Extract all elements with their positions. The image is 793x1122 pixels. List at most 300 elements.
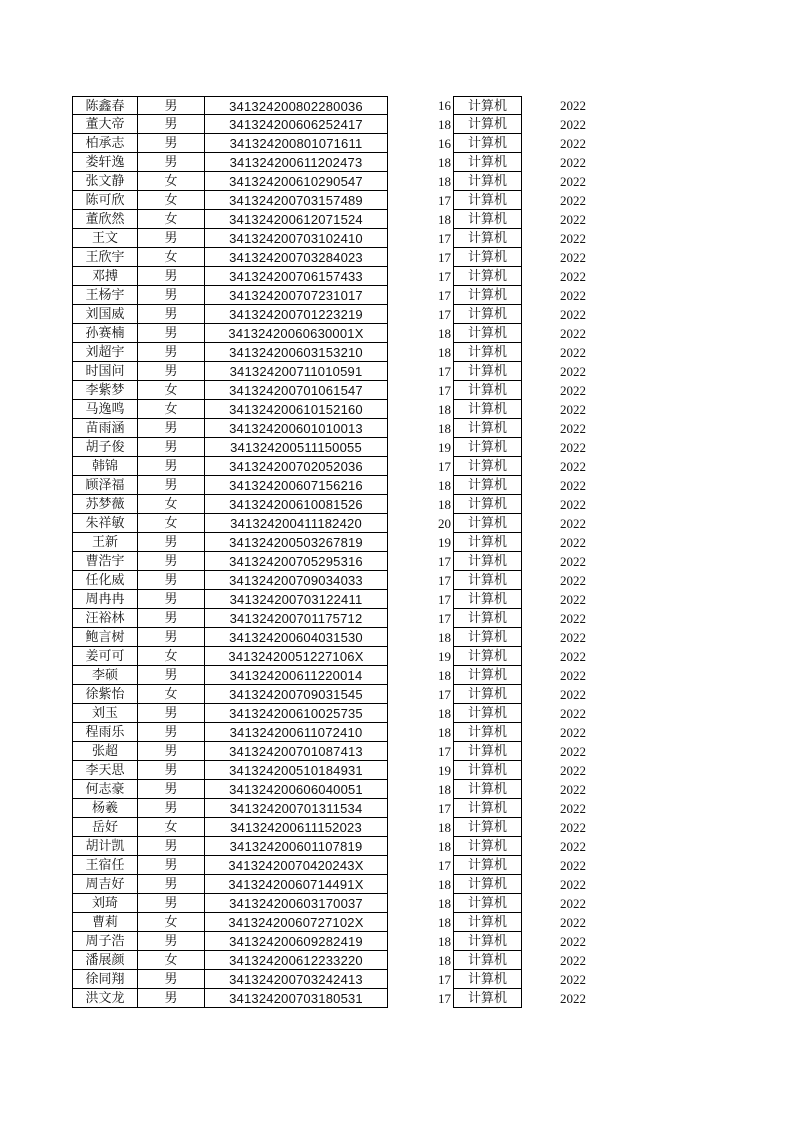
name-cell: 李硕	[72, 666, 138, 685]
id-number-cell: 341324200610152160	[205, 400, 388, 419]
table-row	[0, 647, 793, 666]
year-cell: 2022	[560, 725, 586, 740]
name-cell: 王欣宇	[72, 248, 138, 267]
name-cell: 苏梦薇	[72, 495, 138, 514]
gender-cell: 男	[138, 590, 205, 609]
year-cell: 2022	[560, 744, 586, 759]
gender-cell: 女	[138, 172, 205, 191]
major-cell: 计算机	[453, 913, 522, 932]
major-cell: 计算机	[453, 590, 522, 609]
name-cell: 王新	[72, 533, 138, 552]
major-cell: 计算机	[453, 704, 522, 723]
year-cell: 2022	[560, 706, 586, 721]
major-cell: 计算机	[453, 400, 522, 419]
major-cell: 计算机	[453, 970, 522, 989]
age-cell: 17	[438, 250, 451, 265]
name-cell: 时国问	[72, 362, 138, 381]
table-row	[0, 780, 793, 799]
name-cell: 潘展颜	[72, 951, 138, 970]
year-cell: 2022	[560, 972, 586, 987]
name-cell: 刘国威	[72, 305, 138, 324]
major-cell: 计算机	[453, 134, 522, 153]
major-cell: 计算机	[453, 685, 522, 704]
id-number-cell: 34132420060630001X	[205, 324, 388, 343]
id-number-cell: 341324200610290547	[205, 172, 388, 191]
gender-cell: 男	[138, 856, 205, 875]
year-cell: 2022	[560, 687, 586, 702]
year-cell: 2022	[560, 668, 586, 683]
major-cell: 计算机	[453, 989, 522, 1008]
gender-cell: 男	[138, 875, 205, 894]
age-cell: 17	[438, 573, 451, 588]
major-cell: 计算机	[453, 894, 522, 913]
table-row	[0, 704, 793, 723]
id-number-cell: 341324200612233220	[205, 951, 388, 970]
year-cell: 2022	[560, 763, 586, 778]
major-cell: 计算机	[453, 628, 522, 647]
table-row	[0, 172, 793, 191]
id-number-cell: 341324200701061547	[205, 381, 388, 400]
id-number-cell: 34132420051227106X	[205, 647, 388, 666]
name-cell: 王杨宇	[72, 286, 138, 305]
gender-cell: 男	[138, 438, 205, 457]
name-cell: 程雨乐	[72, 723, 138, 742]
id-number-cell: 341324200703180531	[205, 989, 388, 1008]
age-cell: 18	[438, 896, 451, 911]
age-cell: 18	[438, 953, 451, 968]
table-row	[0, 932, 793, 951]
major-cell: 计算机	[453, 419, 522, 438]
gender-cell: 男	[138, 552, 205, 571]
age-cell: 17	[438, 744, 451, 759]
gender-cell: 男	[138, 932, 205, 951]
age-cell: 18	[438, 117, 451, 132]
year-cell: 2022	[560, 554, 586, 569]
table-row	[0, 495, 793, 514]
year-cell: 2022	[560, 136, 586, 151]
name-cell: 马逸鸣	[72, 400, 138, 419]
id-number-cell: 341324200705295316	[205, 552, 388, 571]
year-cell: 2022	[560, 497, 586, 512]
gender-cell: 男	[138, 324, 205, 343]
name-cell: 汪裕林	[72, 609, 138, 628]
name-cell: 杨羲	[72, 799, 138, 818]
major-cell: 计算机	[453, 875, 522, 894]
year-cell: 2022	[560, 231, 586, 246]
gender-cell: 男	[138, 533, 205, 552]
year-cell: 2022	[560, 383, 586, 398]
table-row	[0, 723, 793, 742]
id-number-cell: 341324200802280036	[205, 96, 388, 115]
year-cell: 2022	[560, 345, 586, 360]
name-cell: 姜可可	[72, 647, 138, 666]
gender-cell: 男	[138, 115, 205, 134]
year-cell: 2022	[560, 307, 586, 322]
gender-cell: 男	[138, 742, 205, 761]
year-cell: 2022	[560, 839, 586, 854]
id-number-cell: 341324200709034033	[205, 571, 388, 590]
id-number-cell: 341324200607156216	[205, 476, 388, 495]
gender-cell: 男	[138, 837, 205, 856]
year-cell: 2022	[560, 649, 586, 664]
name-cell: 陈可欣	[72, 191, 138, 210]
age-cell: 18	[438, 725, 451, 740]
year-cell: 2022	[560, 934, 586, 949]
year-cell: 2022	[560, 915, 586, 930]
age-cell: 17	[438, 554, 451, 569]
gender-cell: 男	[138, 153, 205, 172]
age-cell: 17	[438, 611, 451, 626]
major-cell: 计算机	[453, 533, 522, 552]
name-cell: 陈鑫春	[72, 96, 138, 115]
id-number-cell: 341324200609282419	[205, 932, 388, 951]
gender-cell: 男	[138, 704, 205, 723]
age-cell: 17	[438, 991, 451, 1006]
gender-cell: 男	[138, 970, 205, 989]
major-cell: 计算机	[453, 362, 522, 381]
major-cell: 计算机	[453, 476, 522, 495]
year-cell: 2022	[560, 269, 586, 284]
name-cell: 徐紫怡	[72, 685, 138, 704]
gender-cell: 男	[138, 343, 205, 362]
id-number-cell: 341324200510184931	[205, 761, 388, 780]
major-cell: 计算机	[453, 115, 522, 134]
id-number-cell: 341324200606252417	[205, 115, 388, 134]
table-row	[0, 742, 793, 761]
year-cell: 2022	[560, 820, 586, 835]
table-row	[0, 533, 793, 552]
table-row	[0, 590, 793, 609]
table-row	[0, 666, 793, 685]
id-number-cell: 341324200606040051	[205, 780, 388, 799]
id-number-cell: 341324200703284023	[205, 248, 388, 267]
table-row	[0, 248, 793, 267]
gender-cell: 男	[138, 894, 205, 913]
major-cell: 计算机	[453, 343, 522, 362]
age-cell: 18	[438, 839, 451, 854]
id-number-cell: 341324200701087413	[205, 742, 388, 761]
name-cell: 曹莉	[72, 913, 138, 932]
gender-cell: 男	[138, 989, 205, 1008]
table-row	[0, 628, 793, 647]
year-cell: 2022	[560, 326, 586, 341]
name-cell: 董欣然	[72, 210, 138, 229]
age-cell: 17	[438, 383, 451, 398]
table-row	[0, 970, 793, 989]
major-cell: 计算机	[453, 248, 522, 267]
age-cell: 17	[438, 972, 451, 987]
name-cell: 曹浩宇	[72, 552, 138, 571]
name-cell: 岳好	[72, 818, 138, 837]
age-cell: 17	[438, 288, 451, 303]
year-cell: 2022	[560, 117, 586, 132]
major-cell: 计算机	[453, 96, 522, 115]
age-cell: 16	[438, 136, 451, 151]
year-cell: 2022	[560, 630, 586, 645]
major-cell: 计算机	[453, 609, 522, 628]
id-number-cell: 341324200604031530	[205, 628, 388, 647]
table-row	[0, 96, 793, 115]
table-row	[0, 856, 793, 875]
year-cell: 2022	[560, 193, 586, 208]
table-row	[0, 685, 793, 704]
age-cell: 19	[438, 763, 451, 778]
table-row	[0, 989, 793, 1008]
id-number-cell: 341324200612071524	[205, 210, 388, 229]
age-cell: 18	[438, 706, 451, 721]
age-cell: 18	[438, 877, 451, 892]
year-cell: 2022	[560, 516, 586, 531]
id-number-cell: 34132420060727102X	[205, 913, 388, 932]
year-cell: 2022	[560, 782, 586, 797]
id-number-cell: 341324200707231017	[205, 286, 388, 305]
major-cell: 计算机	[453, 153, 522, 172]
major-cell: 计算机	[453, 324, 522, 343]
gender-cell: 女	[138, 647, 205, 666]
gender-cell: 男	[138, 134, 205, 153]
age-cell: 18	[438, 915, 451, 930]
gender-cell: 男	[138, 723, 205, 742]
table-row	[0, 514, 793, 533]
table-row	[0, 381, 793, 400]
name-cell: 孙赛楠	[72, 324, 138, 343]
year-cell: 2022	[560, 402, 586, 417]
name-cell: 娄轩逸	[72, 153, 138, 172]
name-cell: 韩锦	[72, 457, 138, 476]
age-cell: 17	[438, 858, 451, 873]
major-cell: 计算机	[453, 210, 522, 229]
age-cell: 19	[438, 440, 451, 455]
id-number-cell: 341324200601010013	[205, 419, 388, 438]
gender-cell: 男	[138, 571, 205, 590]
name-cell: 顾泽福	[72, 476, 138, 495]
id-number-cell: 341324200610081526	[205, 495, 388, 514]
gender-cell: 男	[138, 305, 205, 324]
age-cell: 18	[438, 212, 451, 227]
id-number-cell: 341324200706157433	[205, 267, 388, 286]
gender-cell: 女	[138, 913, 205, 932]
table-row	[0, 362, 793, 381]
age-cell: 17	[438, 801, 451, 816]
table-row	[0, 438, 793, 457]
gender-cell: 男	[138, 229, 205, 248]
id-number-cell: 341324200701175712	[205, 609, 388, 628]
name-cell: 徐同翔	[72, 970, 138, 989]
name-cell: 胡计凯	[72, 837, 138, 856]
major-cell: 计算机	[453, 305, 522, 324]
age-cell: 19	[438, 649, 451, 664]
gender-cell: 男	[138, 457, 205, 476]
major-cell: 计算机	[453, 818, 522, 837]
gender-cell: 男	[138, 761, 205, 780]
gender-cell: 男	[138, 362, 205, 381]
id-number-cell: 341324200603153210	[205, 343, 388, 362]
gender-cell: 男	[138, 476, 205, 495]
id-number-cell: 341324200611152023	[205, 818, 388, 837]
table-row	[0, 153, 793, 172]
gender-cell: 女	[138, 248, 205, 267]
gender-cell: 女	[138, 400, 205, 419]
major-cell: 计算机	[453, 761, 522, 780]
gender-cell: 男	[138, 780, 205, 799]
id-number-cell: 341324200411182420	[205, 514, 388, 533]
name-cell: 何志豪	[72, 780, 138, 799]
name-cell: 柏承志	[72, 134, 138, 153]
age-cell: 17	[438, 193, 451, 208]
table-row	[0, 818, 793, 837]
gender-cell: 女	[138, 191, 205, 210]
id-number-cell: 34132420060714491X	[205, 875, 388, 894]
year-cell: 2022	[560, 155, 586, 170]
id-number-cell: 341324200703122411	[205, 590, 388, 609]
major-cell: 计算机	[453, 229, 522, 248]
major-cell: 计算机	[453, 457, 522, 476]
major-cell: 计算机	[453, 172, 522, 191]
id-number-cell: 341324200701311534	[205, 799, 388, 818]
name-cell: 周吉好	[72, 875, 138, 894]
id-number-cell: 341324200703102410	[205, 229, 388, 248]
age-cell: 18	[438, 630, 451, 645]
id-number-cell: 341324200709031545	[205, 685, 388, 704]
name-cell: 洪文龙	[72, 989, 138, 1008]
year-cell: 2022	[560, 174, 586, 189]
age-cell: 17	[438, 231, 451, 246]
age-cell: 17	[438, 592, 451, 607]
name-cell: 邓搏	[72, 267, 138, 286]
id-number-cell: 341324200702052036	[205, 457, 388, 476]
year-cell: 2022	[560, 953, 586, 968]
name-cell: 刘超宇	[72, 343, 138, 362]
table-row	[0, 761, 793, 780]
major-cell: 计算机	[453, 514, 522, 533]
gender-cell: 男	[138, 96, 205, 115]
year-cell: 2022	[560, 478, 586, 493]
name-cell: 李天思	[72, 761, 138, 780]
name-cell: 任化威	[72, 571, 138, 590]
table-row	[0, 191, 793, 210]
major-cell: 计算机	[453, 647, 522, 666]
age-cell: 17	[438, 459, 451, 474]
table-row	[0, 134, 793, 153]
id-number-cell: 341324200611220014	[205, 666, 388, 685]
year-cell: 2022	[560, 288, 586, 303]
gender-cell: 女	[138, 495, 205, 514]
table-row	[0, 286, 793, 305]
age-cell: 18	[438, 934, 451, 949]
age-cell: 18	[438, 402, 451, 417]
age-cell: 17	[438, 687, 451, 702]
age-cell: 17	[438, 269, 451, 284]
age-cell: 16	[438, 98, 451, 113]
id-number-cell: 341324200610025735	[205, 704, 388, 723]
age-cell: 18	[438, 820, 451, 835]
gender-cell: 女	[138, 818, 205, 837]
year-cell: 2022	[560, 364, 586, 379]
gender-cell: 女	[138, 210, 205, 229]
table-row	[0, 229, 793, 248]
table-row	[0, 305, 793, 324]
id-number-cell: 341324200503267819	[205, 533, 388, 552]
gender-cell: 男	[138, 628, 205, 647]
age-cell: 18	[438, 478, 451, 493]
table-row	[0, 324, 793, 343]
id-number-cell: 34132420070420243X	[205, 856, 388, 875]
age-cell: 18	[438, 174, 451, 189]
id-number-cell: 341324200603170037	[205, 894, 388, 913]
gender-cell: 男	[138, 666, 205, 685]
age-cell: 20	[438, 516, 451, 531]
year-cell: 2022	[560, 212, 586, 227]
table-row	[0, 913, 793, 932]
id-number-cell: 341324200703157489	[205, 191, 388, 210]
age-cell: 18	[438, 497, 451, 512]
name-cell: 苗雨涵	[72, 419, 138, 438]
major-cell: 计算机	[453, 438, 522, 457]
age-cell: 17	[438, 364, 451, 379]
year-cell: 2022	[560, 535, 586, 550]
year-cell: 2022	[560, 573, 586, 588]
major-cell: 计算机	[453, 723, 522, 742]
student-table	[0, 96, 793, 1008]
major-cell: 计算机	[453, 742, 522, 761]
name-cell: 朱祥敏	[72, 514, 138, 533]
age-cell: 18	[438, 782, 451, 797]
major-cell: 计算机	[453, 286, 522, 305]
table-row	[0, 267, 793, 286]
table-row	[0, 115, 793, 134]
major-cell: 计算机	[453, 799, 522, 818]
name-cell: 张文静	[72, 172, 138, 191]
table-row	[0, 571, 793, 590]
name-cell: 董大帝	[72, 115, 138, 134]
gender-cell: 男	[138, 419, 205, 438]
table-row	[0, 552, 793, 571]
major-cell: 计算机	[453, 495, 522, 514]
table-row	[0, 343, 793, 362]
major-cell: 计算机	[453, 856, 522, 875]
name-cell: 张超	[72, 742, 138, 761]
major-cell: 计算机	[453, 267, 522, 286]
year-cell: 2022	[560, 801, 586, 816]
age-cell: 18	[438, 421, 451, 436]
name-cell: 王文	[72, 229, 138, 248]
gender-cell: 女	[138, 381, 205, 400]
table-row	[0, 951, 793, 970]
table-row	[0, 609, 793, 628]
year-cell: 2022	[560, 877, 586, 892]
id-number-cell: 341324200801071611	[205, 134, 388, 153]
table-row	[0, 799, 793, 818]
table-row	[0, 875, 793, 894]
age-cell: 19	[438, 535, 451, 550]
year-cell: 2022	[560, 896, 586, 911]
id-number-cell: 341324200711010591	[205, 362, 388, 381]
id-number-cell: 341324200601107819	[205, 837, 388, 856]
table-row	[0, 457, 793, 476]
year-cell: 2022	[560, 250, 586, 265]
age-cell: 18	[438, 668, 451, 683]
year-cell: 2022	[560, 98, 586, 113]
id-number-cell: 341324200511150055	[205, 438, 388, 457]
year-cell: 2022	[560, 459, 586, 474]
name-cell: 刘琦	[72, 894, 138, 913]
age-cell: 18	[438, 345, 451, 360]
name-cell: 李紫梦	[72, 381, 138, 400]
gender-cell: 男	[138, 609, 205, 628]
table-row	[0, 400, 793, 419]
gender-cell: 男	[138, 799, 205, 818]
major-cell: 计算机	[453, 571, 522, 590]
